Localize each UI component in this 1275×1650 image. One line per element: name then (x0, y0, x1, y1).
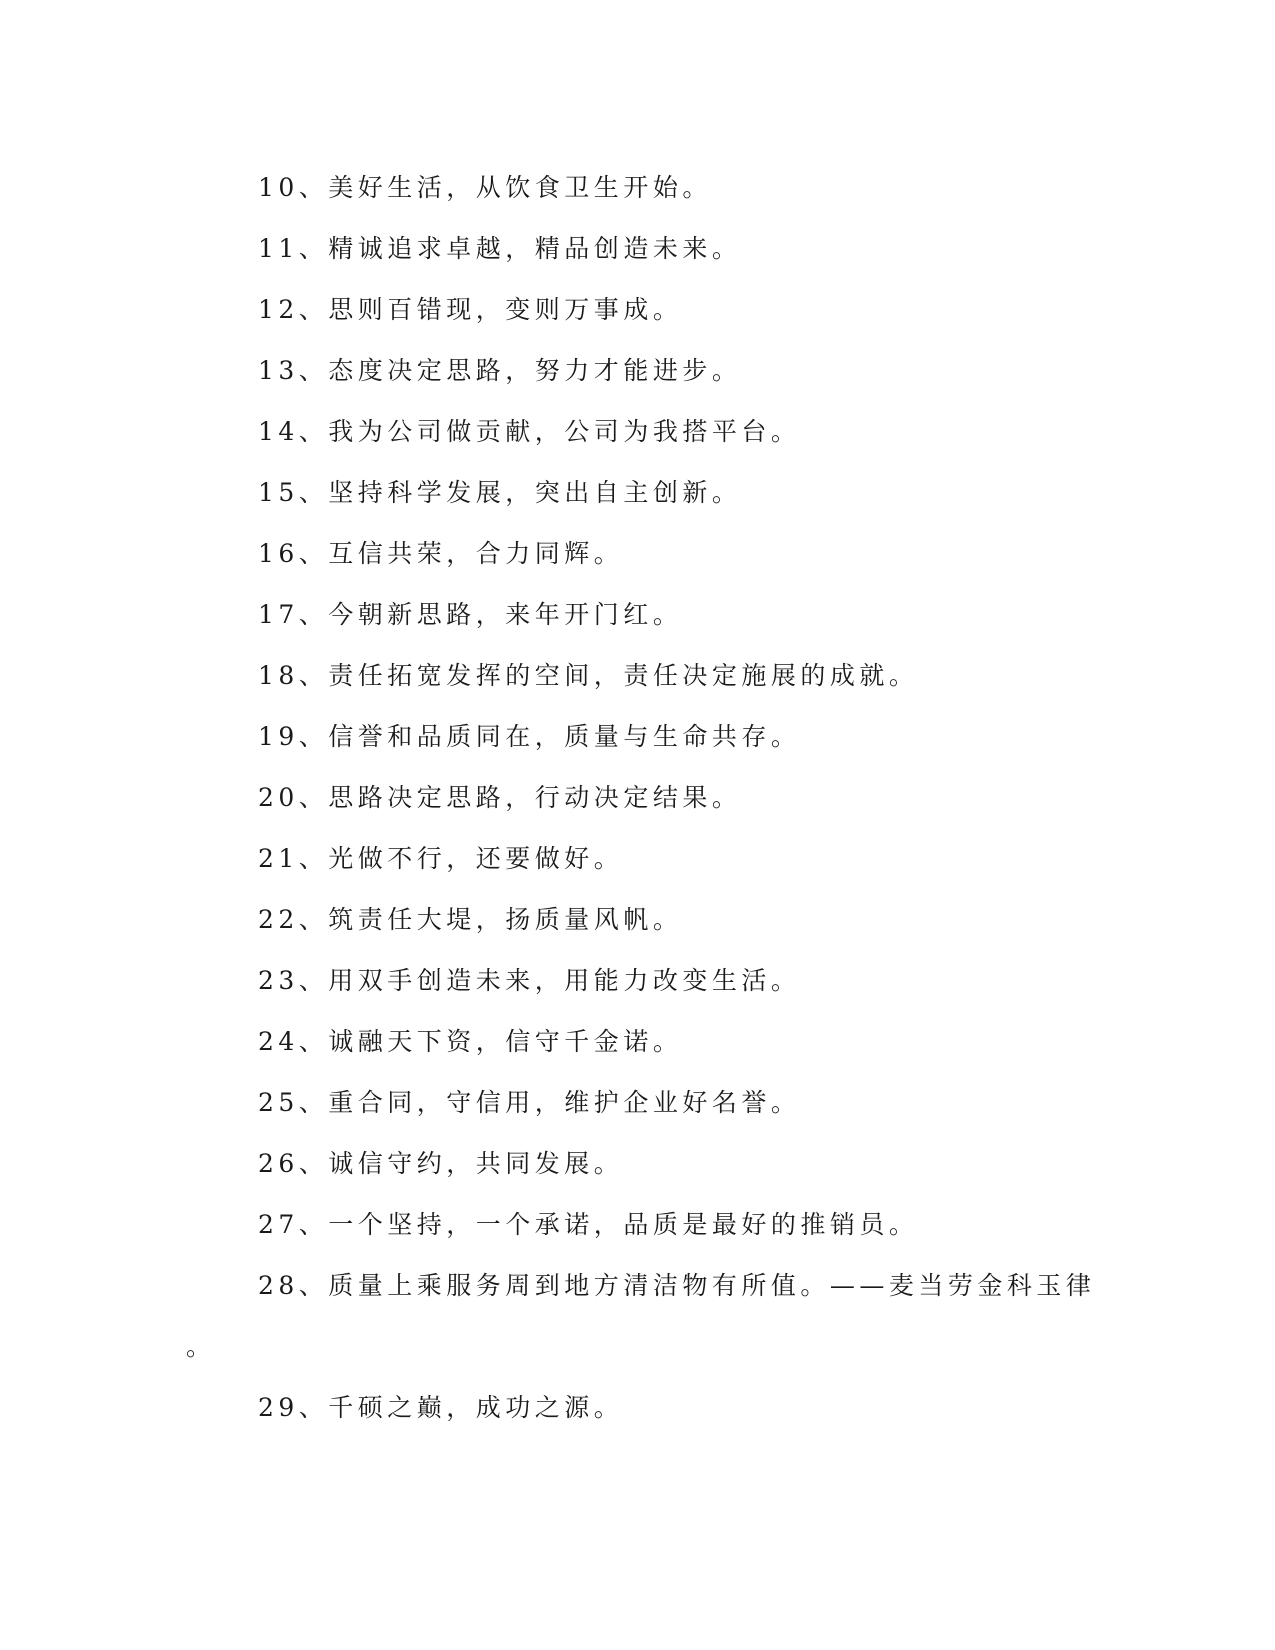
slogan-line-17: 17、今朝新思路，来年开门红。 (258, 600, 683, 629)
slogan-line-25: 25、重合同，守信用，维护企业好名誉。 (258, 1088, 801, 1117)
slogan-line-21: 21、光做不行，还要做好。 (258, 844, 624, 873)
slogan-line-12: 12、思则百错现，变则万事成。 (258, 295, 683, 324)
slogan-line-28: 28、质量上乘服务周到地方清洁物有所值。——麦当劳金科玉律 (258, 1271, 1096, 1300)
slogan-line-22: 22、筑责任大堤，扬质量风帆。 (258, 905, 683, 934)
slogan-line-18: 18、责任拓宽发挥的空间，责任决定施展的成就。 (258, 661, 919, 690)
slogan-line-13: 13、态度决定思路，努力才能进步。 (258, 356, 742, 385)
slogan-line-19: 19、信誉和品质同在，质量与生命共存。 (258, 722, 801, 751)
slogan-line-10: 10、美好生活，从饮食卫生开始。 (258, 173, 712, 202)
slogan-line-29: 29、千硕之巅，成功之源。 (258, 1393, 624, 1422)
slogan-line-26: 26、诚信守约，共同发展。 (258, 1149, 624, 1178)
slogan-line-27: 27、一个坚持，一个承诺，品质是最好的推销员。 (258, 1210, 919, 1239)
slogan-line-20: 20、思路决定思路，行动决定结果。 (258, 783, 742, 812)
slogan-line-11: 11、精诚追求卓越，精品创造未来。 (258, 234, 742, 263)
slogan-line-16: 16、互信共荣，合力同辉。 (258, 539, 624, 568)
slogan-line-28-wrap: 。 (186, 1332, 216, 1361)
slogan-line-15: 15、坚持科学发展，突出自主创新。 (258, 478, 742, 507)
slogan-line-23: 23、用双手创造未来，用能力改变生活。 (258, 966, 801, 995)
slogan-line-14: 14、我为公司做贡献，公司为我搭平台。 (258, 417, 801, 446)
slogan-line-24: 24、诚融天下资，信守千金诺。 (258, 1027, 683, 1056)
